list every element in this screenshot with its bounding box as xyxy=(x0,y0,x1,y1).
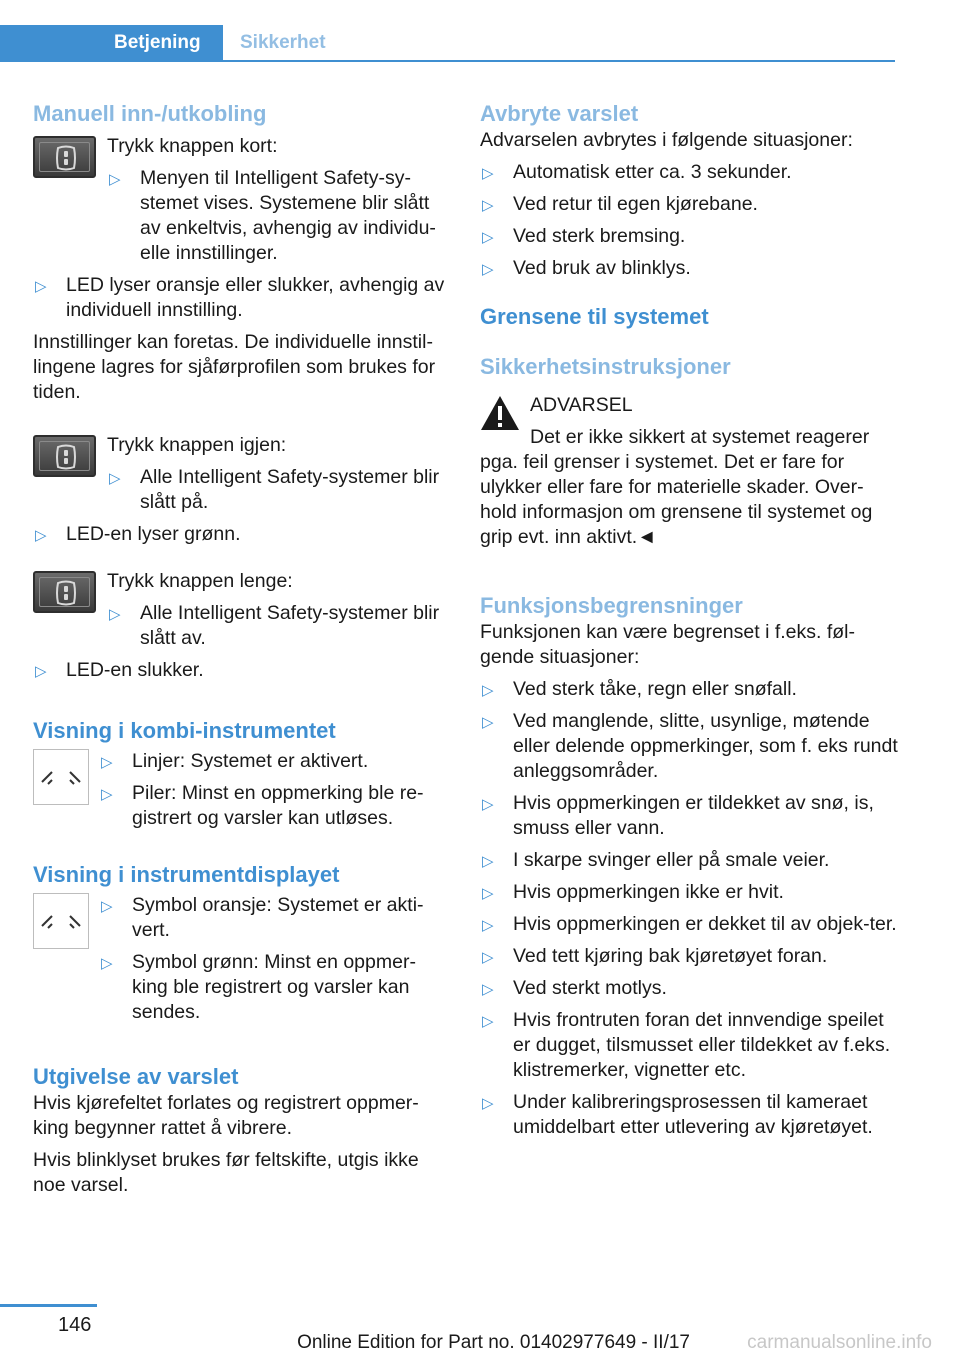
list-item: ▷ LED-en lyser grønn. xyxy=(33,522,451,547)
bullet-list xyxy=(107,601,451,651)
lane-marking-icon xyxy=(33,893,89,949)
triangle-bullet-icon: ▷ xyxy=(482,261,494,278)
heading-function-limits: Funksjonsbegrensninger xyxy=(480,593,743,618)
paragraph: Funksjonen kan være begrenset i f.eks. føl-gende situasjoner: xyxy=(480,621,856,668)
triangle-bullet-icon: ▷ xyxy=(101,898,113,915)
page-number: 146 xyxy=(58,1314,92,1336)
triangle-bullet-icon: ▷ xyxy=(482,229,494,246)
list-item: ▷ Hvis oppmerkingen er dekket til av objek-ter. xyxy=(480,912,898,937)
warning-title: ADVARSEL xyxy=(530,394,633,416)
triangle-bullet-icon: ▷ xyxy=(482,165,494,182)
bullet-list xyxy=(107,465,451,515)
control-press-again xyxy=(33,433,451,515)
list-item: ▷ Piler: Minst en oppmerking ble re-gistrert og varsler kan utløses. xyxy=(101,782,424,829)
control-short-press xyxy=(33,134,451,266)
edition-note: Online Edition for Part no. 01402977649 - II/17 xyxy=(297,1332,690,1353)
triangle-bullet-icon: ▷ xyxy=(482,714,494,731)
triangle-bullet-icon: ▷ xyxy=(482,917,494,934)
list-item: ▷ Symbol oransje: Systemet er akti-vert. xyxy=(101,894,424,941)
bullet-list xyxy=(33,658,451,683)
list-item: ▷ Ved sterkt motlys. xyxy=(480,976,898,1001)
triangle-bullet-icon: ▷ xyxy=(101,786,113,803)
safety-button-icon xyxy=(33,136,96,178)
list-item: ▷ Hvis frontruten foran det innvendige speilet er dugget, tilsmusset eller tildekket av f.eks. klistremerker, vignetter etc. xyxy=(482,1009,891,1081)
paragraph: Advarselen avbrytes i følgende situasjoner: xyxy=(480,129,853,151)
list-item: ▷ Linjer: Systemet er aktivert. xyxy=(99,749,451,774)
triangle-bullet-icon: ▷ xyxy=(482,682,494,699)
list-item: ▷ Under kalibreringsprosessen til kameraet umiddelbart etter utlevering av kjøretøyet. xyxy=(482,1091,873,1138)
paragraph: Innstillinger kan foretas. De individuelle innstil-lingene lagres for sjåførprofilen som brukes for tiden. xyxy=(33,331,436,403)
safety-button-icon xyxy=(33,435,96,477)
list-item: ▷ Ved sterk tåke, regn eller snøfall. xyxy=(480,677,898,702)
heading-warning-release: Utgivelse av varslet xyxy=(33,1064,239,1089)
instruction-text: Trykk knappen lenge: xyxy=(107,570,293,592)
heading-system-limits: Grensene til systemet xyxy=(480,304,709,329)
list-item: ▷ Alle Intelligent Safety-systemer blir slått av. xyxy=(109,602,440,649)
left-column xyxy=(33,100,451,1198)
heading-kombi-display: Visning i kombi-instrumentet xyxy=(33,718,336,743)
safety-button-icon xyxy=(33,571,96,613)
list-item: ▷ LED-en slukker. xyxy=(33,658,451,683)
heading-manual-toggle: Manuell inn-/utkobling xyxy=(33,101,267,126)
tab-sikkerhet[interactable]: Sikkerhet xyxy=(240,32,326,53)
heading-cancel-warning: Avbryte varslet xyxy=(480,101,639,126)
list-item: ▷ Ved tett kjøring bak kjøretøyet foran. xyxy=(480,944,898,969)
lane-display-instrument xyxy=(33,893,451,1025)
heading-safety-instructions: Sikkerhetsinstruksjoner xyxy=(480,354,731,379)
bullet-list xyxy=(99,749,451,831)
triangle-bullet-icon: ▷ xyxy=(482,796,494,813)
list-item: ▷ I skarpe svinger eller på smale veier. xyxy=(480,848,898,873)
list-item: ▷ Alle Intelligent Safety-systemer blir slått på. xyxy=(109,466,440,513)
right-column xyxy=(480,100,898,1140)
triangle-bullet-icon: ▷ xyxy=(101,955,113,972)
list-item: ▷ LED lyser oransje eller slukker, avhengig av individuell innstilling. xyxy=(35,274,445,321)
triangle-bullet-icon: ▷ xyxy=(35,278,47,295)
triangle-bullet-icon: ▷ xyxy=(109,470,121,487)
lane-display-kombi xyxy=(33,749,451,831)
bullet-list xyxy=(33,273,451,323)
triangle-bullet-icon: ▷ xyxy=(101,754,113,771)
list-item: ▷ Symbol grønn: Minst en oppmer-king ble registrert og varsler kan sendes. xyxy=(101,951,416,1023)
triangle-bullet-icon: ▷ xyxy=(109,606,121,623)
list-item: ▷ Hvis oppmerkingen er tildekket av snø, is, smuss eller vann. xyxy=(482,792,874,839)
header-tabs xyxy=(0,25,895,62)
triangle-bullet-icon: ▷ xyxy=(109,171,121,188)
paragraph: Hvis kjørefeltet forlates og registrert oppmer-king begynner rattet å vibrere. xyxy=(33,1092,419,1139)
list-item: ▷ Automatisk etter ca. 3 sekunder. xyxy=(480,160,898,185)
warning-block xyxy=(480,393,898,550)
tab-betjening[interactable]: Betjening xyxy=(0,25,223,62)
list-item: ▷ Menyen til Intelligent Safety-sy-stemet vises. Systemene blir slått av enkeltvis, avhengig av individu-elle innstillinger. xyxy=(109,167,436,264)
instruction-text: Trykk knappen igjen: xyxy=(107,434,287,456)
footer-rule xyxy=(0,1304,97,1307)
warning-text: Det er ikke sikkert at systemet reagerer pga. feil grenser i systemet. Det er fare for ulykker eller fare for materielle skader. Over-hold informasjon om grensene til systemet og grip evt. inn aktivt.◄ xyxy=(480,426,873,548)
triangle-bullet-icon: ▷ xyxy=(482,981,494,998)
triangle-bullet-icon: ▷ xyxy=(35,663,47,680)
triangle-bullet-icon: ▷ xyxy=(482,885,494,902)
list-item: ▷ Ved retur til egen kjørebane. xyxy=(480,192,898,217)
list-item: ▷ Ved manglende, slitte, usynlige, møtende eller delende oppmerkinger, som f. eks rundt anleggsområder. xyxy=(482,710,898,782)
paragraph: Hvis blinklyset brukes før feltskifte, utgis ikke noe varsel. xyxy=(33,1149,419,1196)
triangle-bullet-icon: ▷ xyxy=(482,1095,494,1112)
bullet-list xyxy=(33,522,451,547)
instruction-text: Trykk knappen kort: xyxy=(107,135,278,157)
triangle-bullet-icon: ▷ xyxy=(482,949,494,966)
heading-instrument-display: Visning i instrumentdisplayet xyxy=(33,862,340,887)
triangle-bullet-icon: ▷ xyxy=(482,197,494,214)
list-item: ▷ Hvis oppmerkingen ikke er hvit. xyxy=(480,880,898,905)
lane-marking-icon xyxy=(33,749,89,805)
bullet-list xyxy=(99,893,451,1025)
control-long-press xyxy=(33,569,451,651)
list-item: ▷ Ved sterk bremsing. xyxy=(480,224,898,249)
warning-triangle-icon xyxy=(480,395,520,431)
bullet-list xyxy=(107,166,451,266)
triangle-bullet-icon: ▷ xyxy=(482,853,494,870)
bullet-list xyxy=(480,677,898,1140)
triangle-bullet-icon: ▷ xyxy=(482,1013,494,1030)
triangle-bullet-icon: ▷ xyxy=(35,527,47,544)
bullet-list xyxy=(480,160,898,281)
watermark: carmanualsonline.info xyxy=(747,1332,932,1353)
list-item: ▷ Ved bruk av blinklys. xyxy=(480,256,898,281)
